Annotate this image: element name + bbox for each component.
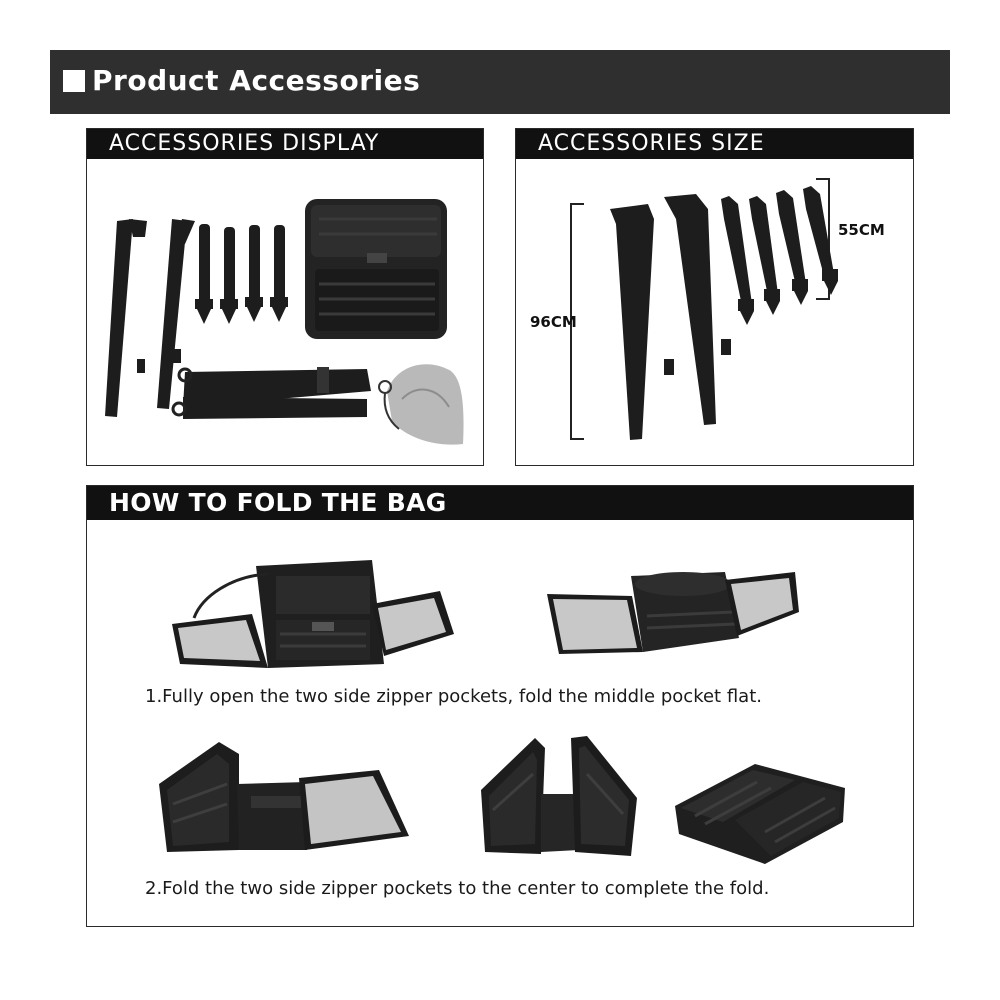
accessories-size-photo (516, 159, 913, 465)
long-strap-length-label: 96CM (530, 313, 577, 331)
page-title: Product Accessories (92, 64, 421, 97)
fold-step1-caption: 1.Fully open the two side zipper pockets, fold the middle pocket flat. (145, 686, 762, 707)
accessories-display-heading: ACCESSORIES DISPLAY (87, 129, 483, 159)
section-banner (50, 50, 950, 114)
fold-guide-heading: HOW TO FOLD THE BAG (87, 486, 913, 520)
short-strap-length-label: 55CM (838, 221, 885, 239)
fold-guide-panel (86, 485, 914, 927)
fold-step2-sides-up-photo (479, 734, 639, 864)
fold-step2-sides-folding-photo (159, 734, 409, 864)
fold-step2-caption: 2.Fold the two side zipper pockets to the center to complete the fold. (145, 878, 770, 899)
fold-step1-flattened-photo (547, 566, 807, 666)
accessories-size-heading: ACCESSORIES SIZE (516, 129, 913, 159)
accessories-display-photo (87, 159, 483, 465)
square-bullet-icon (63, 70, 85, 92)
accessories-display-panel (86, 128, 484, 466)
fold-step2-folded-photo (675, 758, 850, 868)
fold-step1-open-bag-photo (172, 546, 462, 676)
accessories-size-panel (515, 128, 914, 466)
